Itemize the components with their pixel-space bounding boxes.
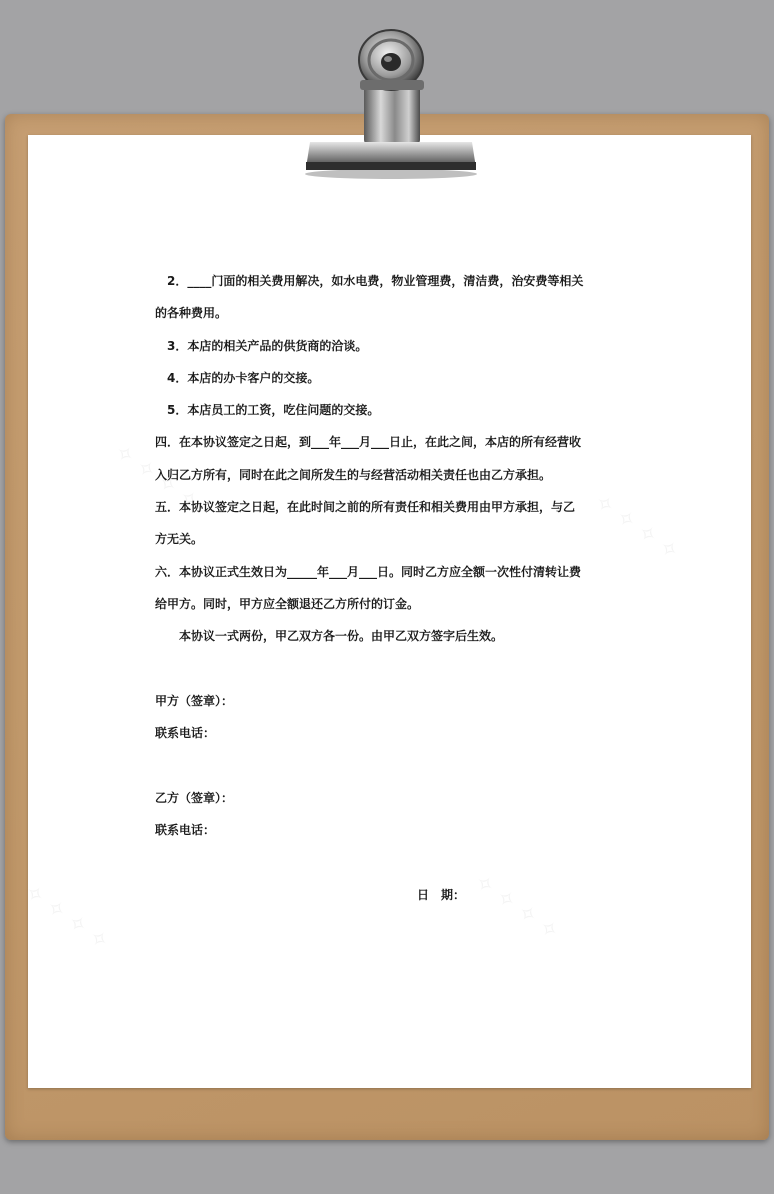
doc-line-1: 2．____门面的相关费用解决，如水电费，物业管理费，清洁费，治安费等相关 [155,274,584,288]
date-label: 日 期： [417,888,466,902]
doc-line-8: 五．本协议签定之日起，在此时间之前的所有责任和相关费用由甲方承担，与乙 [155,500,576,514]
watermark-2: ✧ ✧ ✧ ✧ [589,489,684,566]
party-b-signature: 乙方（签章）： [155,791,234,805]
party-a-phone: 联系电话： [155,726,216,740]
doc-line-11: 给甲方。同时，甲方应全额退还乙方所付的订金。 [155,597,420,611]
doc-line-7: 入归乙方所有，同时在此之间所发生的与经营活动相关责任也由乙方承担。 [155,468,552,482]
doc-line-3: 3．本店的相关产品的供货商的洽谈。 [155,339,368,353]
doc-line-2: 的各种费用。 [155,306,228,320]
doc-line-9: 方无关。 [155,532,204,546]
doc-line-12: 本协议一式两份，甲乙双方各一份。由甲乙双方签字后生效。 [155,629,504,643]
doc-line-10: 六．本协议正式生效日为_____年___月___日。同时乙方应全额一次性付清转让费 [155,565,582,579]
party-a-signature: 甲方（签章）： [155,694,234,708]
watermark-4: ✧ ✧ ✧ ✧ [469,869,564,946]
watermark-3: ✧ ✧ ✧ ✧ [19,879,114,956]
binder-clip-icon [296,22,486,180]
doc-line-6: 四．在本协议签定之日起，到___年___月___日止，在此之间，本店的所有经营收 [155,435,582,449]
party-b-phone: 联系电话： [155,823,216,837]
doc-line-5: 5．本店员工的工资，吃住问题的交接。 [155,403,380,417]
watermark-1: ✧ ✧ ✧ ✧ [109,439,204,516]
doc-line-4: 4．本店的办卡客户的交接。 [155,371,320,385]
binder-clip [296,22,486,180]
